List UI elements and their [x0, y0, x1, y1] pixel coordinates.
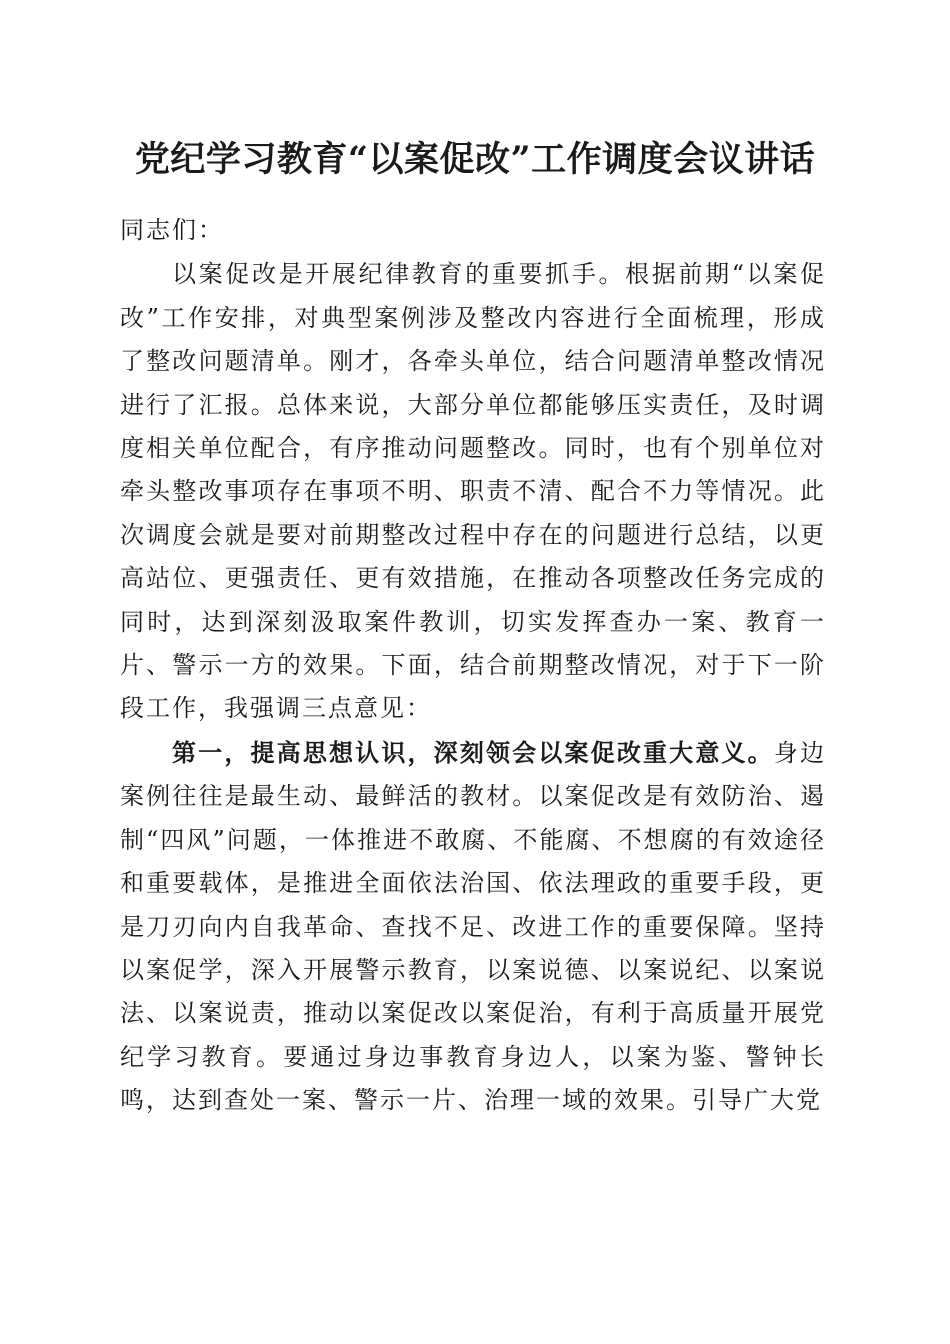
- paragraph-2: [120, 731, 826, 1123]
- salutation: 同志们：: [120, 216, 224, 244]
- document-body: [120, 209, 826, 1123]
- document-title: 党纪学习教育“以案促改”工作调度会议讲话: [134, 139, 816, 180]
- paragraph-2-text: 身边案例往往是最生动、最鲜活的教材。以案促改是有效防治、遏制“四风”问题，一体推进不敢腐、不能腐、不想腐的有效途径和重要载体，是推进全面依法治国、依法理政的重要手段，更是刀刃向内自我革命、查找不足、改进工作的重要保障。坚持以案促学，深入开展警示教育，以案说德、以案说纪、以案说法、以案说责，推动以案促改以案促治，有利于高质量开展党纪学习教育。要通过身边事教育身边人，以案为鉴、警钟长鸣，达到查处一案、警示一片、治理一域的效果。引导广大党: [120, 738, 827, 1115]
- paragraph-2-lead: 第一，提高思想认识，深刻领会以案促改重大意义。: [172, 737, 774, 767]
- paragraph-1-text: 以案促改是开展纪律教育的重要抓手。根据前期“以案促改”工作安排，对典型案例涉及整改内容进行全面梳理，形成了整改问题清单。刚才，各牵头单位，结合问题清单整改情况进行了汇报。总体来说，大部分单位都能够压实责任，及时调度相关单位配合，有序推动问题整改。同时，也有个别单位对牵头整改事项存在事项不明、职责不清、配合不力等情况。此次调度会就是要对前期整改过程中存在的问题进行总结，以更高站位、更强责任、更有效措施，在推动各项整改任务完成的同时，达到深刻汲取案件教训，切实发挥查办一案、教育一片、警示一方的效果。下面，结合前期整改情况，对于下一阶段工作，我强调三点意见：: [120, 260, 826, 723]
- paragraph-1: [120, 252, 826, 730]
